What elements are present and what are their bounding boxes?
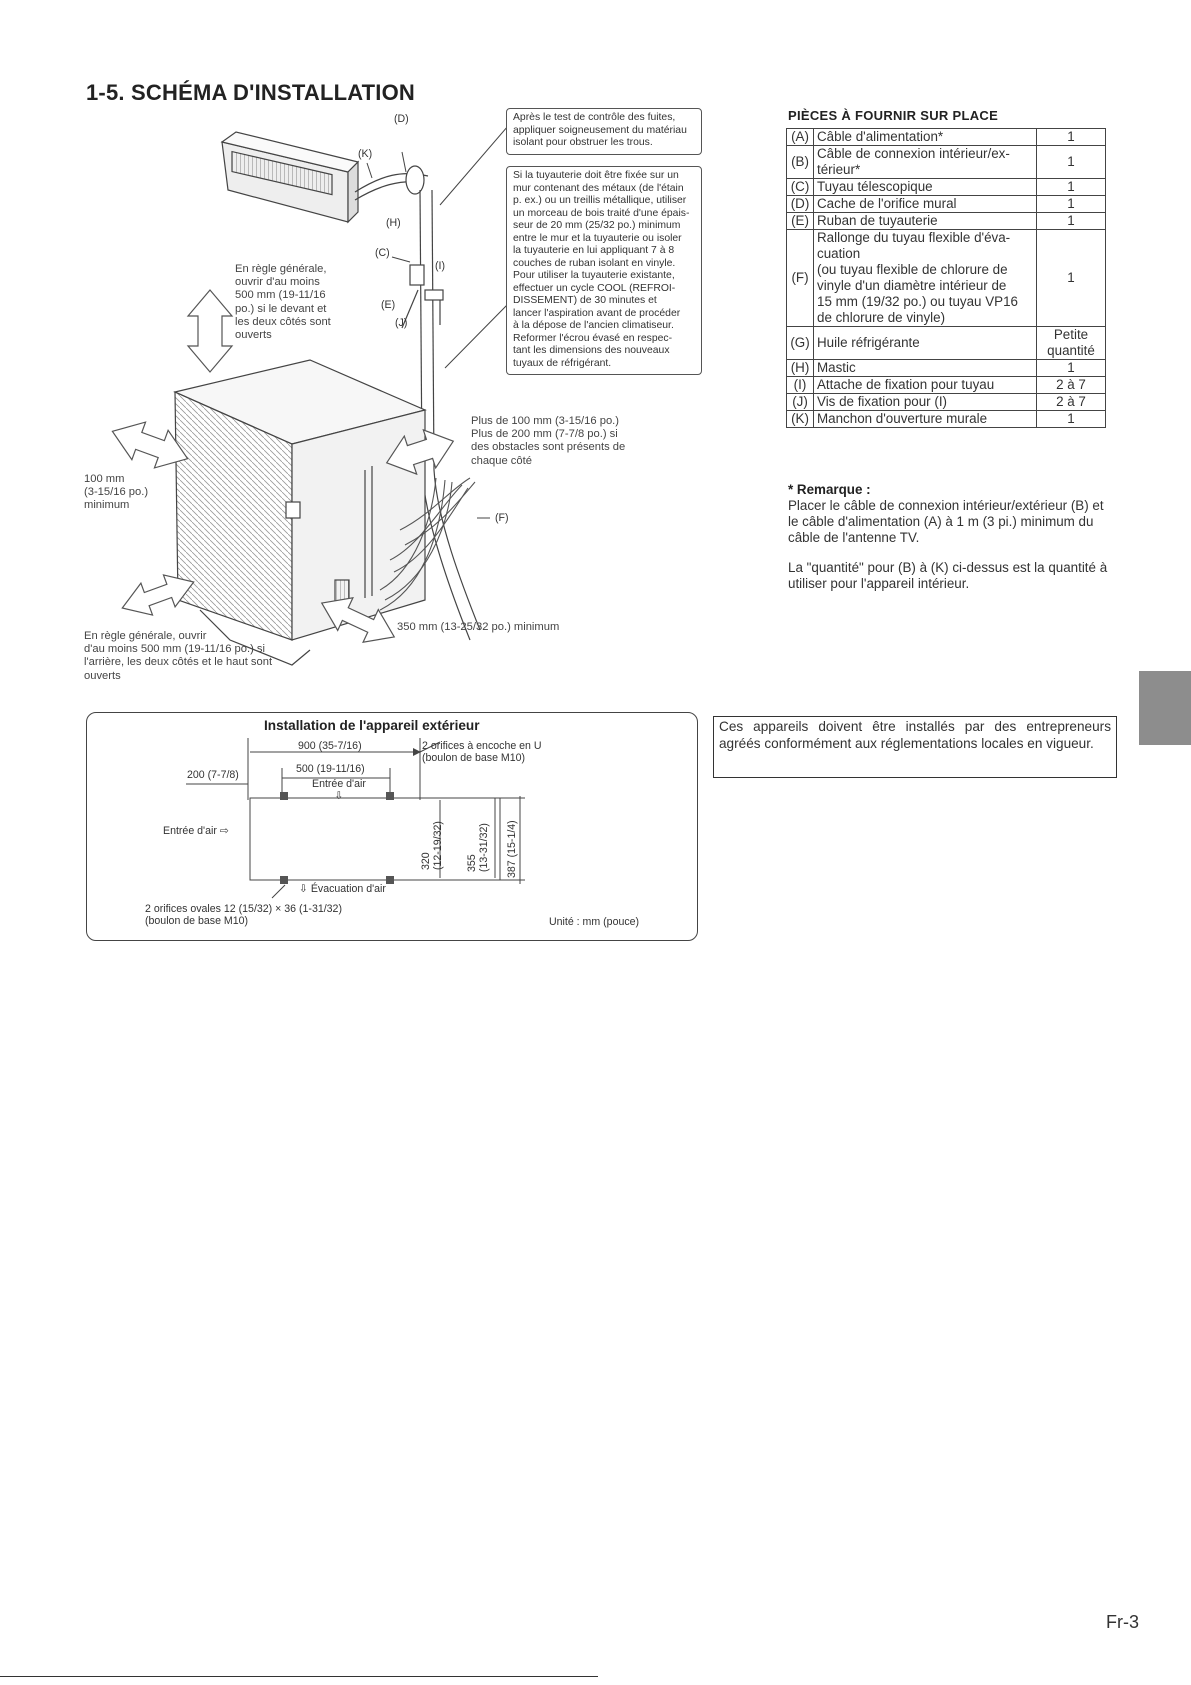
part-key: (C) bbox=[787, 179, 814, 196]
part-key: (I) bbox=[787, 377, 814, 394]
arrow-right-icon: ⇨ bbox=[219, 825, 229, 837]
arrow-down-icon: ⇩ bbox=[299, 883, 308, 895]
part-quantity: Petite quantité bbox=[1037, 327, 1106, 360]
callout-metal-wall: Si la tuyauterie doit être fixée sur un mur contenant des métaux (de l'étain p. ex.) ou un treillis métallique, utiliser un morceau de bois traité d'une épais- seur de 20 mm (25/32 po.) minimum entre le mur et la tuyauterie ou isoler la tuyauterie en lui appliquant 7 à 8 couches de ruban isolant en vinyle. Pour utiliser la tuyauterie existante, effectuer un cycle COOL (REFROI- DISSEMENT) de 30 minutes et lancer l'aspiration avant de procéder à la dépose de l'ancien climatiseur. Reformer l'écrou évasé en respec- tant les dimensions des nouveaux tuyaux de réfrigérant. bbox=[506, 166, 702, 375]
part-quantity: 1 bbox=[1037, 196, 1106, 213]
remark-body: Placer le câble de connexion intérieur/extérieur (B) et le câble d'alimentation (A) à 1 m (3 pi.) minimum du câble de l'antenne TV. bbox=[788, 498, 1104, 545]
callout-seal: Après le test de contrôle des fuites, appliquer soigneusement du matériau isolant pour obstruer les trous. bbox=[506, 108, 702, 155]
dim-387: 387 (15-1/4) bbox=[506, 820, 518, 878]
clearance-note-front: 350 mm (13-25/32 po.) minimum bbox=[397, 621, 560, 633]
part-key: (G) bbox=[787, 327, 814, 360]
bottom-rule bbox=[0, 1676, 598, 1677]
unit-note: Unité : mm (pouce) bbox=[549, 916, 640, 928]
dim-900: 900 (35-7/16) bbox=[298, 740, 362, 752]
part-quantity: 1 bbox=[1037, 179, 1106, 196]
section-title: 1-5. SCHÉMA D'INSTALLATION bbox=[86, 80, 416, 105]
label-h: (H) bbox=[386, 217, 401, 229]
clearance-note-left: 100 mm (3-15/16 po.) minimum bbox=[84, 473, 149, 512]
dim-320: 320 (12-19/32) bbox=[420, 821, 445, 870]
part-key: (B) bbox=[787, 146, 814, 179]
clearance-note-top: En règle générale, ouvrir d'au moins 500 mm (19-11/16 po.) si le devant et les deux côtés sont ouverts bbox=[235, 263, 331, 342]
part-key: (K) bbox=[787, 411, 814, 428]
part-quantity: 1 bbox=[1037, 213, 1106, 230]
part-quantity: 1 bbox=[1037, 230, 1106, 327]
clearance-note-right: Plus de 100 mm (3-15/16 po.) Plus de 200 mm (7-7/8 po.) si des obstacles sont présents de chaque côté bbox=[471, 415, 626, 467]
air-intake-top: Entrée d'air ⇩ bbox=[312, 778, 366, 803]
label-c: (C) bbox=[375, 247, 390, 259]
label-j: (J) bbox=[395, 317, 408, 329]
dim-500: 500 (19-11/16) bbox=[296, 763, 365, 775]
part-description: Attache de fixation pour tuyau bbox=[814, 377, 1037, 394]
part-quantity: 1 bbox=[1037, 411, 1106, 428]
dim-355: 355 (13-31/32) bbox=[466, 823, 491, 872]
outdoor-installation-title: Installation de l'appareil extérieur bbox=[264, 718, 480, 733]
part-description: Manchon d'ouverture murale bbox=[814, 411, 1037, 428]
part-description: Câble de connexion intérieur/ex- térieur* bbox=[814, 146, 1037, 179]
part-key: (D) bbox=[787, 196, 814, 213]
label-k: (K) bbox=[358, 148, 373, 160]
part-description: Huile réfrigérante bbox=[814, 327, 1037, 360]
part-quantity: 1 bbox=[1037, 146, 1106, 179]
part-description: Tuyau télescopique bbox=[814, 179, 1037, 196]
part-description: Cache de l'orifice mural bbox=[814, 196, 1037, 213]
clearance-note-bottom-left: En règle générale, ouvrir d'au moins 500 mm (19-11/16 po.) si l'arrière, les deux côtés et le haut sont ouverts bbox=[84, 630, 273, 682]
part-key: (A) bbox=[787, 129, 814, 146]
part-key: (E) bbox=[787, 213, 814, 230]
part-key: (H) bbox=[787, 360, 814, 377]
air-intake-left: Entrée d'air ⇨ bbox=[163, 825, 229, 837]
label-e: (E) bbox=[381, 299, 396, 311]
part-description: Vis de fixation pour (I) bbox=[814, 394, 1037, 411]
remark-title: * Remarque : bbox=[788, 482, 871, 497]
part-quantity: 2 à 7 bbox=[1037, 394, 1106, 411]
part-quantity: 1 bbox=[1037, 360, 1106, 377]
notch-holes-note: 2 orifices à encoche en U (boulon de base M10) bbox=[422, 740, 542, 765]
part-description: Rallonge du tuyau flexible d'éva- cuation (ou tuyau flexible de chlorure de vinyle d'un diamètre intérieur de 15 mm (19/32 po.) ou tuyau VP16 de chlorure de vinyle) bbox=[814, 230, 1037, 327]
installer-notice: Ces appareils doivent être installés par des entrepreneurs agréés conformément aux réglementations locales en vigueur. bbox=[713, 716, 1117, 778]
part-description: Câble d'alimentation* bbox=[814, 129, 1037, 146]
dim-200: 200 (7-7/8) bbox=[187, 769, 239, 781]
part-key: (J) bbox=[787, 394, 814, 411]
oval-holes-note: 2 orifices ovales 12 (15/32) × 36 (1-31/32) (boulon de base M10) bbox=[145, 903, 342, 928]
page-number: Fr-3 bbox=[1106, 1612, 1139, 1632]
quantity-note: La "quantité" pour (B) à (K) ci-dessus est la quantité à utiliser pour l'appareil intérieur. bbox=[788, 560, 1108, 591]
part-description: Mastic bbox=[814, 360, 1037, 377]
label-d: (D) bbox=[394, 113, 409, 125]
part-quantity: 2 à 7 bbox=[1037, 377, 1106, 394]
part-description: Ruban de tuyauterie bbox=[814, 213, 1037, 230]
label-f: (F) bbox=[495, 512, 509, 524]
air-outlet: ⇩ Évacuation d'air bbox=[299, 883, 386, 895]
part-quantity: 1 bbox=[1037, 129, 1106, 146]
label-i: (I) bbox=[435, 260, 445, 272]
parts-title: PIÈCES À FOURNIR SUR PLACE bbox=[788, 108, 999, 123]
arrow-down-icon: ⇩ bbox=[334, 790, 344, 803]
part-key: (F) bbox=[787, 230, 814, 327]
